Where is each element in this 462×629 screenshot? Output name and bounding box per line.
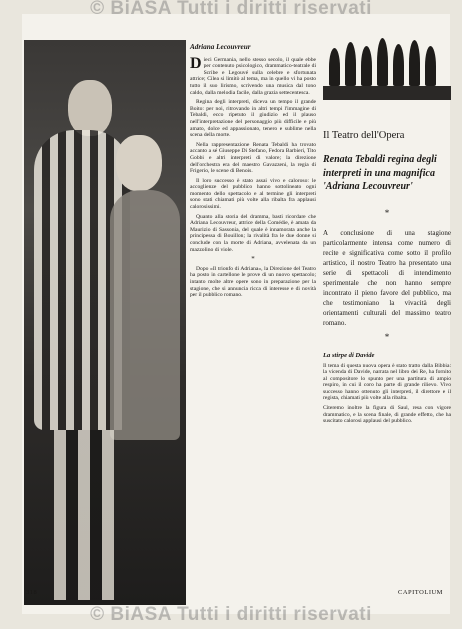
figure-silhouette [425,46,436,86]
article-lead: A conclusione di una stagione particolarmente intensa come numero di recite e significativa come sotto il profilo artistico, il nostro Teatro ha presentato una serie di spettacoli di intendimento sperimentale che non hanno sempre incontrato il pieno favore del pubblico, ma che testimoniano la vivacità degli orientamenti culturali del massimo teatro romano. [323,228,451,327]
running-footer: CAPITOLIUM [398,589,443,596]
actor-head [68,80,112,136]
paragraph: Nella rappresentazione Renata Tebaldi ha trovato accanto a sé Giuseppe Di Stefano, Fedora Barbieri, Tito Gobbi e altri interpreti di valore; la direzione dell'orchestra era del maestro Gavazzeni, la regia di Frigerio, le scene di Benois. [190,141,316,175]
section-separator: * [384,207,390,218]
figure-silhouette [329,48,340,86]
subheading: La stirpe di Davide [323,351,375,359]
figure-silhouette [409,40,420,86]
article-column-left [190,44,316,302]
article-column-right [323,20,451,425]
sculpture-illustration [323,20,451,100]
section-separator: * [251,255,255,264]
section-title: Il Teatro dell'Opera [323,130,405,141]
stage-photo [24,40,186,605]
paragraph: Dopo «Il trionfo di Adriana», la Direzione del Teatro ha posto in cartellone le prove di un nuovo spettacolo; intanto molte altre opere sono in preparazione per la stagione, che si annuncia ricca di interesse e di novità per il pubblico romano. [190,265,316,299]
drop-cap: D [190,54,202,72]
paragraph: Il loro successo è stato assai vivo e caloroso: le accoglienze del pubblico hanno sottolineato ogni momento dello spettacolo e al termine gli interpreti sono stati chiamati più volte alla ribalta fra applausi calorosissimi. [190,177,316,211]
paragraph: Citeremo inoltre la figura di Saul, resa con vigore drammatico, e la scena finale, di grande effetto, che ha suscitato calorosi applausi del pubblico. [323,405,451,425]
figure-silhouette [393,44,404,86]
page-number: 318 [26,589,38,596]
actress-dress [110,190,180,440]
actor-legs [54,430,114,600]
article-headline: Renata Tebaldi regina degli interpreti in una magnifica 'Adriana Lecouvreur' [323,154,437,192]
figure-silhouette [345,42,356,86]
watermark-top: © BiASA Tutti i diritti riservati [90,0,372,19]
paragraph: Regina degli interpreti, diceva un tempo il grande Boito: per noi, ritrovando in altri tempi l'immagine di Tebaldi, ecco ripetuto il giudizio ed il plauso nell'interpretazione del personaggio più difficile e più amato, dolce ed appassionato, tenero e sublime nella scena della morte. [190,99,316,139]
photo-caption: Adriana Lecouvreur [190,43,251,51]
paragraph: Quanto alla storia del dramma, basti ricordare che Adriana Lecouvreur, attrice della Comédie, è amata da Maurizio di Sassonia, del quale è innamorata anche la principessa di Bouillon; la rivalità fra le due donne si conclude con la morte di Adriana, avvelenata da un mazzolino di viole. [190,213,316,253]
figure-silhouette [377,38,388,86]
paragraph: Dieci Germania, nello stesso secolo, il quale ebbe per contenuto psicologico, drammatico-teatrale di Scribe e Legouvé sulla celebre e sfortunata attrice; Cilea si limitò al tema, ma in quello vi ha posto tutto il suo lirismo, scrivendo una musica dal tono caldo, dalla melodia facile, dalla grazia settecentesca. [190,54,316,96]
figure-silhouette [361,46,372,86]
paragraph: Il tema di questa nuova opera è stato tratto dalla Bibbia: la vicenda di Davide, narrata nel libro dei Re, ha fornito al compositore lo spunto per una partitura di ampio respiro, in cui il coro ha parte di grande rilievo. Vivo successo hanno ottenuto gli interpreti, il direttore e il regista, chiamati più volte alla ribalta. [323,362,451,402]
actress-head [116,135,162,191]
sculpture-base [323,86,451,100]
section-separator: * [384,331,390,342]
watermark-bottom: © BiASA Tutti i diritti riservati [90,604,372,625]
